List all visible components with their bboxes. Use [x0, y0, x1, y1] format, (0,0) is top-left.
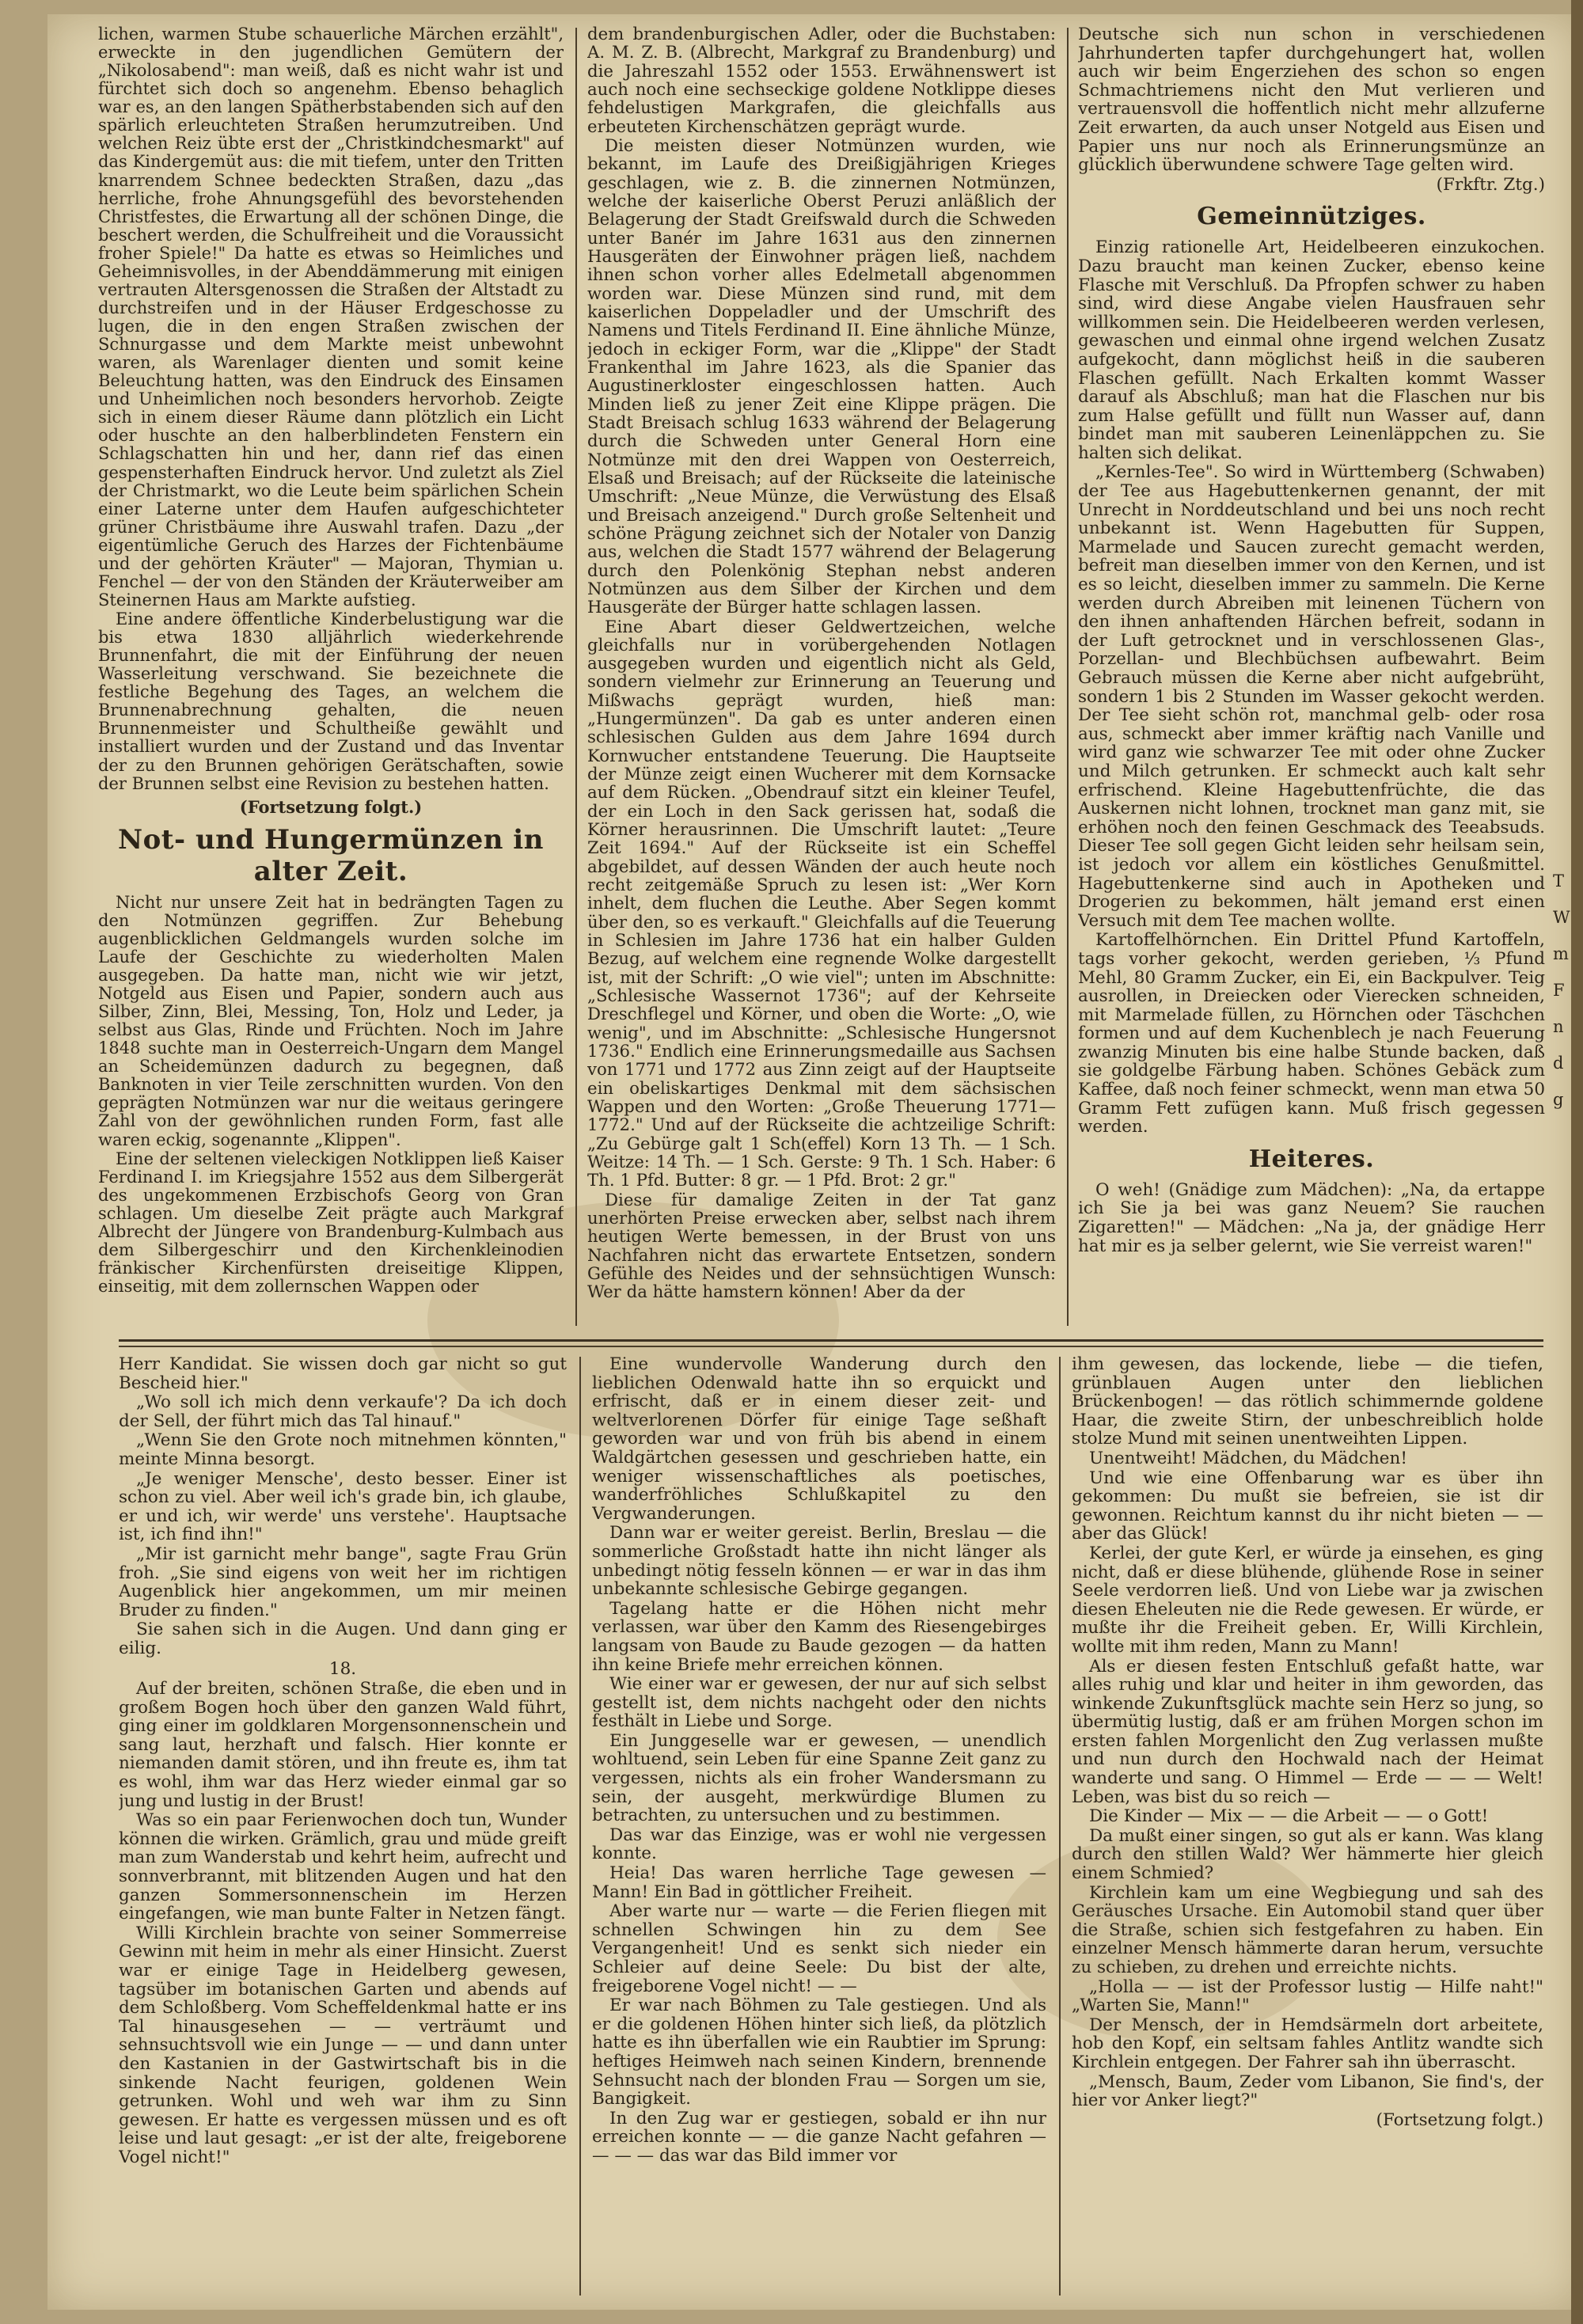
paragraph: Er war nach Böhmen zu Tale gestiegen. Und als er die goldenen Höhen hinter sich ließ, da plötzlich hatte es ihn überfallen wie ein Raubtier im Sprung: heftiges Heimweh nach seinen Kindern, brennende Sehnsucht nach der blonden Frau — Sorgen um sie, Bangigkeit. [592, 1996, 1046, 2109]
edge-letter: T [1553, 872, 1565, 890]
continuation-note: (Fortsetzung folgt.) [239, 796, 423, 817]
section-divider [119, 1346, 1543, 1347]
paragraph: Eine andere öffentliche Kinderbelustigung war die bis etwa 1830 alljährlich wiederkehrende Brunnenfahrt, die mit der Einführung der neuen Wasserleitung verschwand. Sie bezeichnete die festliche Begehung des Tages, an welchem die Brunnenabrechnung gehalten, die neuen Brunnenmeister und Schultheiße gewählt und installiert wurden und der Zustand und das Inventar der zu den Brunnen gehörigen Gerätschaften, sowie der Brunnen selbst eine Revision zu bestehen hatten. [98, 609, 564, 793]
paragraph: Kirchlein kam um eine Wegbiegung und sah des Geräusches Ursache. Ein Automobil stand quer über die Straße, schien sich festgefahren zu haben. Ein einzelner Mensch hämmerte daran herum, versuchte zu schieben, zu drehen und erreichte nichts. [1072, 1882, 1543, 1977]
paragraph: Herr Kandidat. Sie wissen doch gar nicht so gut Bescheid hier." [119, 1355, 567, 1393]
paragraph: Und wie eine Offenbarung war es über ihn gekommen: Du mußt sie befreien, sie ist dir gewonnen. Reichtum kannst du ihr nicht bieten — — aber das Glück! [1072, 1468, 1543, 1544]
paragraph: In den Zug war er gestiegen, sobald er ihn nur erreichen konnte — — die ganze Nacht gefahren — — — — das war das Bild immer vor [592, 2108, 1046, 2166]
paragraph: Eine Abart dieser Geldwertzeichen, welche gleichfalls nur in vorübergehenden Notlagen ausgegeben wurden und eigentlich nicht als Geld, sondern vielmehr zur Erinnerung an Teuerung und Mißwachs geprägt wurden, hieß man: „Hungermünzen". Da gab es unter anderen einen schlesischen Gulden aus dem Jahre 1694 durch Kornwucher entstandene Teuerung. Die Hauptseite der Münze zeigt einen Wucherer mit dem Kornsacke auf dem Rücken. „Obendrauf sitzt ein kleiner Teufel, der ein Loch in den Sack gerissen hat, sodaß die Körner herausrinnen. Die Umschrift lautet: „Teure Zeit 1694." Auf der Rückseite ist ein Scheffel abgebildet, auf dessen Wänden der auch heute noch recht zeitgemäße Spruch zu lesen ist: „Wer Korn inhelt, dem fluchen die Leuthe. Aber Segen kommt über den, so es verkauft." Gleichfalls auf die Teuerung in Schlesien im Jahre 1736 hat ein halber Gulden Bezug, auf welchem eine regnende Wolke dargestellt ist, mit der Schrift: „O wie viel"; unten im Abschnitte: „Schlesische Wassernot 1736"; auf der Kehrseite Dreschflegel und Körner, und oben die Worte: „O, wie wenig", und im Abschnitte: „Schlesische Hungersnot 1736." Endlich eine Erinnerungsmedaille aus Sachsen von 1771 und 1772 aus Zinn zeigt auf der Hauptseite ein obeliskartiges Denkmal mit dem sächsischen Wappen und den Worten: „Große Theuerung 1771—1772." Und auf der Rückseite die achtzeilige Schrift: „Zu Gebürge galt 1 Sch(effel) Korn 13 Th. — 1 Sch. Weitze: 14 Th. — 1 Sch. Gerste: 9 Th. 1 Sch. Haber: 6 Th. 1 Pfd. Butter: 8 gr. — 1 Pfd. Brot: 2 gr." [587, 617, 1056, 1191]
paragraph: „Wenn Sie den Grote noch mitnehmen könnten," meinte Minna besorgt. [119, 1430, 567, 1469]
article-column-2 [587, 25, 1056, 1330]
article-heading: Not- und Hungermünzen in alter Zeit. [118, 823, 544, 887]
paragraph: O weh! (Gnädige zum Mädchen): „Na, da ertappe ich Sie ja bei was ganz Neuem? Sie rauchen Zigaretten!" — Mädchen: „Na ja, der gnädige Herr hat mir es ja selber gelernt, wie Sie verreist waren!" [1078, 1179, 1545, 1256]
paragraph: „Mensch, Baum, Zeder vom Libanon, Sie find's, der hier vor Anker liegt?" [1072, 2071, 1543, 2111]
paragraph: Einzig rationelle Art, Heidelbeeren einzukochen. Dazu braucht man keinen Zucker, ebenso keine Flasche mit Verschluß. Da Pfropfen schwer zu haben sind, wird diese Angabe vielen Hausfrauen sehr willkommen sein. Die Heidelbeeren werden verlesen, gewaschen und einmal ohne irgend welchen Zusatz aufgekocht, dann möglichst heiß in die sauberen Flaschen gefüllt. Nach Erkalten kommt Wasser darauf als Abschluß; man hat die Flaschen nur bis zum Halse gefüllt und füllt nun Wasser auf, dann bindet man mit sauberen Leinenläppchen zu. Sie halten sich delikat. [1078, 237, 1545, 463]
column-divider [579, 1357, 581, 2296]
chapter-number: 18. [328, 1658, 357, 1679]
paragraph: Deutsche sich nun schon in verschiedenen Jahrhunderten tapfer durchgehungert hat, wollen auch wir beim Engerziehen des schon so engen Schmachtriemens nicht den Mut verlieren und vertrauensvoll die hoffentlich nicht mehr allzuferne Zeit erwarten, da auch unser Notgeld aus Eisen und Papier uns nur noch als Erinnerungsmünze an glücklich überwundene schwere Tage gelten wird. [1078, 25, 1545, 176]
paragraph: Aber warte nur — warte — die Ferien fliegen mit schnellen Schwingen hin zu dem See Vergangenheit! Und es senkt sich nieder ein Schleier auf deine Seele: Du bist der alte, freigeborene Vogel nicht! — — [592, 1901, 1046, 1996]
paragraph: dem brandenburgischen Adler, oder die Buchstaben: A. M. Z. B. (Albrecht, Markgraf zu Brandenburg) und die Jahreszahl 1552 oder 1553. Erwähnenswert ist auch noch eine sechseckige goldene Notklippe dieses fehdelustigen Markgrafen, die gleichfalls aus erbeuteten Kirchenschätzen geprägt wurde. [587, 25, 1056, 137]
edge-letter: d [1553, 1054, 1564, 1073]
paragraph: Wie einer war er gewesen, der nur auf sich selbst gestellt ist, dem nichts nachgeht oder den nichts festhält in Liebe und Sorge. [592, 1674, 1046, 1732]
section-heading: Gemeinnütziges. [1197, 203, 1426, 231]
column-divider [1059, 1357, 1061, 2296]
paragraph: Auf der breiten, schönen Straße, die eben und in großem Bogen hoch über den ganzen Wald führt, ging einer im goldklaren Morgensonnenschein und sang laut, herzhaft und falsch. Hier konnte er niemanden damit stören, und ihn freute es, ihm tat es wohl, ihm war das Herz wieder einmal gar so jung und lustig in der Brust! [119, 1679, 567, 1811]
article-column-1 [98, 25, 564, 1330]
paragraph: Die Kinder — Mix — — die Arbeit — — o Gott! [1089, 1806, 1489, 1827]
serial-column-1 [119, 1355, 567, 2299]
paragraph: Tagelang hatte er die Höhen nicht mehr verlassen, war über den Kamm des Riesengebirges langsam von Baude zu Baude gezogen — da hatten ihn keine Briefe mehr erreichen können. [592, 1598, 1046, 1675]
edge-letter: n [1553, 1017, 1564, 1036]
paragraph: Sie sahen sich in die Augen. Und dann ging er eilig. [119, 1620, 567, 1658]
serial-column-2 [592, 1355, 1046, 2299]
edge-letter: W [1553, 908, 1570, 927]
paragraph: Willi Kirchlein brachte von seiner Sommerreise Gewinn mit heim in mehr als einer Hinsicht. Zuerst war er einige Tage in Heidelberg gewesen, tagsüber im botanischen Garten und abends auf dem Schloßberg. Vom Scheffeldenkmal hatte er ins Tal hinausgesehen — — verträumt und sehnsuchtsvoll wie ein Junge — — und dann unter den Kastanien in der Gastwirtschaft bis in die sinkende Nacht feurigen, goldenen Wein getrunken. Wohl und weh war ihm zu Sinn gewesen. Er hatte es vergessen müssen und es oft leise und laut gesagt: „er ist der alte, freigeborene Vogel nicht!" [119, 1923, 567, 2167]
continuation-note: (Fortsetzung folgt.) [1376, 2109, 1543, 2130]
edge-letter: F [1553, 981, 1565, 1000]
paragraph: Eine wundervolle Wanderung durch den lieblichen Odenwald hatte ihn so erquickt und erfrischt, daß er in einem dieser zeit- und weltverlorenen Dörfer für einige Tage seßhaft geworden war und von früh bis abend in einem Waldgärtchen gesessen und geschrieben hatte, ein weniger wissenschaftliches als poetisches, wanderfröhliches Schlußkapitel zu den Vergwanderungen. [592, 1355, 1046, 1524]
page-edge-fragments [1553, 863, 1569, 1118]
column-divider [575, 28, 577, 1326]
paragraph: Da mußt einer singen, so gut als er kann. Was klang durch den stillen Wald? Wer hämmerte hier gleich einem Schmied? [1072, 1825, 1543, 1884]
paragraph: Ein Junggeselle war er gewesen, — unendlich wohltuend, sein Leben für eine Spanne Zeit ganz zu vergessen, nichts als ein froher Wandersmann zu sein, der ausgeht, merkwürdige Blumen zu betrachten, zu untersuchen und zu bestimmen. [592, 1730, 1046, 1826]
paragraph: Kerlei, der gute Kerl, er würde ja einsehen, es ging nicht, daß er diese blühende, glühende Rose in seiner Seele verdorren ließ. Und von Liebe war ja zwischen diesen Eheleuten nie die Rede gewesen. Er würde, er mußte ihr die Freiheit geben. Er, Willi Kirchlein, wollte mit ihm reden, Mann zu Mann! [1072, 1543, 1543, 1657]
paragraph: „Wo soll ich mich denn verkaufe'? Da ich doch der Sell, der führt mich das Tal hinauf." [119, 1392, 567, 1431]
paragraph: Kartoffelhörnchen. Ein Drittel Pfund Kartoffeln, tags vorher gekocht, werden gerieben, ⅓ Pfund Mehl, 80 Gramm Zucker, ein Ei, ein Backpulver. Teig ausrollen, in Dreiecken oder Vierecken schneiden, mit Marmelade füllen, zu Hörnchen oder Täschchen formen und auf dem Kuchenblech je nach Feuerung zwanzig Minuten bis eine halbe Stunde backen, daß sie goldgelbe Färbung haben. Schönes Gebäck zum Kaffee, daß noch feiner schmeckt, wenn man etwa 50 Gramm Fett zufügen kann. Muß frisch gegessen werden. [1078, 930, 1545, 1137]
paragraph: „Mir ist garnicht mehr bange", sagte Frau Grün froh. „Sie sind eigens von weit her im richtigen Augenblick hier angekommen, um mir meinen Bruder zu finden." [119, 1544, 567, 1620]
paragraph: „Kernles-Tee". So wird in Württemberg (Schwaben) der Tee aus Hagebuttenkernen genannt, der mit Unrecht in Norddeutschland und bei uns noch recht unbekannt ist. Wenn Hagebutten für Suppen, Marmelade und Saucen zurecht gemacht werden, befreit man dieselben immer von den Kernen, und ist es so leicht, dieselben immer zu sammeln. Die Kerne werden durch Abreiben mit leinenen Tüchern von den ihnen anhaftenden Härchen befreit, sodann in der Luft getrocknet und in verschlossenen Glas-, Porzellan- und Blechbüchsen aufbewahrt. Beim Gebrauch müssen die Kerne aber nicht aufgebrüht, sondern 1 bis 2 Stunden im Wasser gekocht werden. Der Tee sieht schön rot, manchmal gelb- oder rosa aus, schmeckt aber immer kräftig nach Vanille und wird ganz wie schwarzer Tee mit oder ohne Zucker und Milch getrunken. Er schmeckt auch kalt sehr erfrischend. Kleine Hagebuttenfrüchte, die das Auskernen nicht lohnen, trocknet man ganz mit, sie erhöhen noch den feinen Geschmack des Teeabsuds. Dieser Tee soll gegen Gicht leiden sehr heilsam sein, ist jedoch vor allem ein köstliches Genußmittel. Hagebuttenkerne sind auch in Apotheken und Drogerien zu bekommen, hält jemand erst einen Versuch mit dem Tee machen wollte. [1078, 462, 1545, 931]
source-note: (Frkftr. Ztg.) [1436, 174, 1545, 195]
paragraph: „Je weniger Mensche', desto besser. Einer ist schon zu viel. Aber weil ich's grade bin, ich glaube, er und ich, wir werde' uns verstehe'. Hauptsache ist, ich find ihn!" [119, 1468, 567, 1545]
adjacent-page-edge [1571, 0, 1583, 2324]
paragraph: Das war das Einzige, was er wohl nie vergessen konnte. [592, 1825, 1046, 1864]
edge-letter: g [1553, 1090, 1564, 1109]
paragraph: „Holla — — ist der Professor lustig — Hilfe naht!" „Warten Sie, Mann!" [1072, 1977, 1543, 2016]
paragraph: Unentweiht! Mädchen, du Mädchen! [1089, 1448, 1408, 1468]
paragraph: ihm gewesen, das lockende, liebe — die tiefen, grünblauen Augen unter den lieblichen Brückenbogen! — das rötlich schimmernde goldene Haar, die zweite Stirn, der unbeschreiblich holde stolze Mund mit seinen unentweihten Lippen. [1072, 1355, 1543, 1449]
paragraph: Dann war er weiter gereist. Berlin, Breslau — die sommerliche Großstadt hatte ihn nicht länger als unbedingt nötig fesseln können — er war in das ihm unbekannte schlesische Gebirge gegangen. [592, 1523, 1046, 1600]
paragraph: Nicht nur unsere Zeit hat in bedrängten Tagen zu den Notmünzen gegriffen. Zur Behebung augenblicklichen Geldmangels wurden solche im Laufe der Geschichte zu wiederholten Malen ausgegeben. Da hatte man, nicht wie wir jetzt, Notgeld aus Eisen und Papier, sondern auch aus Silber, Zinn, Blei, Messing, Ton, Holz und Leder, ja selbst aus Glas, Rinde und Früchten. Noch im Jahre 1848 suchte man in Oesterreich-Ungarn dem Mangel an Scheidemünzen dadurch zu begegnen, daß Banknoten in vier Teile zerschnitten wurden. Von den geprägten Notmünzen war nur die weitaus geringere Zahl von der gewöhnlichen runden Form, fast alle waren eckig, sogenannte „Klippen". [98, 892, 564, 1149]
article-column-3 [1078, 25, 1545, 1330]
paragraph: lichen, warmen Stube schauerliche Märchen erzählt", erweckte in den jugendlichen Gemütern der „Nikolosabend": man weiß, daß es nicht wahr ist und fürchtet sich doch so angenehm. Ebenso behaglich war es, an den langen Spätherbstabenden sich auf den spärlich erleuchteten Straßen herumzutreiben. Und welchen Reiz übte erst der „Christkindchesmarkt" auf das Kindergemüt aus: die mit tiefem, unter den Tritten knarrendem Schnee bedeckten Straßen, dazu „das herrliche, frohe Ahnungsgefühl des bevorstehenden Christfestes, die Erwartung all der schönen Dinge, die beschert werden, die Schulfreiheit und die Voraussicht froher Spiele!" Da hatte es etwas so Heimliches und Geheimnisvolles, in der Abenddämmerung mit einigen vertrauten Altersgenossen die Straßen der Altstadt zu durchstreifen und in der Häuser Erdgeschosse zu lugen, die in den engen Straßen zwischen der Schnurgasse und dem Markte meist unbewohnt waren, als Warenlager dienten und somit keine Beleuchtung hatten, was den Eindruck des Einsamen und Unheimlichen noch besonders hervorhob. Zeigte sich in einem dieser Räume dann plötzlich ein Licht oder huschte an den halberblindeten Fenstern ein Schlagschatten hin und her, dann rief das einen gespensterhaften Eindruck hervor. Und zuletzt als Ziel der Christmarkt, wo die Leute beim spärlichen Schein einer Laterne unter dem Haufen aufgeschichteter grüner Christbäume ihre Auswahl trafen. Dazu „der eigentümliche Geruch des Harzes der Fichtenbäume und der gehörten Kräuter" — Majoran, Thymian u. Fenchel — der von den Ständen der Kräuterweiber am Steinernen Haus am Markte aufstieg. [98, 25, 564, 609]
paragraph: Heia! Das waren herrliche Tage gewesen — Mann! Ein Bad in göttlicher Freiheit. [592, 1863, 1046, 1902]
paragraph: Als er diesen festen Entschluß gefaßt hatte, war alles ruhig und klar und heiter in ihm geworden, das winkende Zukunftsglück machte sein Herz so jung, so übermütig lustig, daß er am frühen Morgen schon im ersten fahlen Morgenlicht den Zug verlassen mußte und nun durch den Hochwald nach der Heimat wanderte und sang. O Himmel — Erde — — — Welt! Leben, was bist du so reich — [1072, 1656, 1543, 1807]
serial-column-3 [1072, 1355, 1543, 2299]
paragraph: Was so ein paar Ferienwochen doch tun, Wunder können die wirken. Grämlich, grau und müde greift man zum Wanderstab und kehrt heim, aufrecht und sonnverbrannt, mit blitzenden Augen und hat den ganzen Sommersonnenschein im Herzen eingefangen, wie man bunte Falter in Netzen fängt. [119, 1810, 567, 1924]
paragraph: Die meisten dieser Notmünzen wurden, wie bekannt, im Laufe des Dreißigjährigen Krieges geschlagen, wie z. B. die zinnernen Notmünzen, welche der kaiserliche Oberst Peruzi anläßlich der Belagerung der Stadt Greifswald durch die Schweden unter Banér im Jahre 1631 aus den zinnernen Hausgeräten der Einwohner prägen ließ, nachdem ihnen schon vorher alles Edelmetall abgenommen worden war. Diese Münzen sind rund, mit dem kaiserlichen Doppeladler und der Umschrift des Namens und Titels Ferdinand II. Eine ähnliche Münze, jedoch in eckiger Form, war die „Klippe" der Stadt Frankenthal im Jahre 1623, als die Spanier das Augustinerkloster eingeschlossen hatten. Auch Minden ließ zu jener Zeit eine Klippe prägen. Die Stadt Breisach schlug 1633 während der Belagerung durch die Schweden unter General Horn eine Notmünze mit den drei Wappen von Oesterreich, Elsaß und Breisach; auf der Rückseite die lateinische Umschrift: „Neue Münze, die Verwüstung des Elsaß und Breisach anzeigend." Durch große Seltenheit und schöne Prägung zeichnet sich der Notaler von Danzig aus, welchen die Stadt 1577 während der Belagerung durch den Polenkönig Stephan nebst anderen Notmünzen aus dem Silber der Kirchen und dem Hausgeräte der Bürger hatte schlagen lassen. [587, 135, 1056, 618]
paragraph: Eine der seltenen vieleckigen Notklippen ließ Kaiser Ferdinand I. im Kriegsjahre 1552 aus dem Silbergerät des ungekommenen Erzbischofs Georg von Gran schlagen. Um dieselbe Zeit prägte auch Markgraf Albrecht der Jüngere von Brandenburg-Kulmbach aus dem Silbergeschirr und den Kirchenkleinodien fränkischer Kirchenfürsten dreiseitige Klippen, einseitig, mit dem zollernschen Wappen oder [98, 1149, 564, 1296]
section-heading: Heiteres. [1248, 1145, 1375, 1173]
paragraph: Der Mensch, der in Hemdsärmeln dort arbeitete, hob den Kopf, ein seltsam fahles Antlitz wandte sich Kirchlein entgegen. Der Fahrer sah ihn überrascht. [1072, 2015, 1543, 2072]
paragraph: Diese für damalige Zeiten in der Tat ganz unerhörten Preise erwecken aber, selbst nach ihrem heutigen Werte bemessen, in der Brust von uns Nachfahren nicht das erwartete Entsetzen, sondern Gefühle des Neides und der sehnsüchtigen Wunsch: Wer da hätte hamstern können! Aber da der [587, 1190, 1056, 1303]
edge-letter: m [1553, 944, 1569, 963]
section-divider [119, 1339, 1543, 1342]
column-divider [1067, 28, 1069, 1326]
